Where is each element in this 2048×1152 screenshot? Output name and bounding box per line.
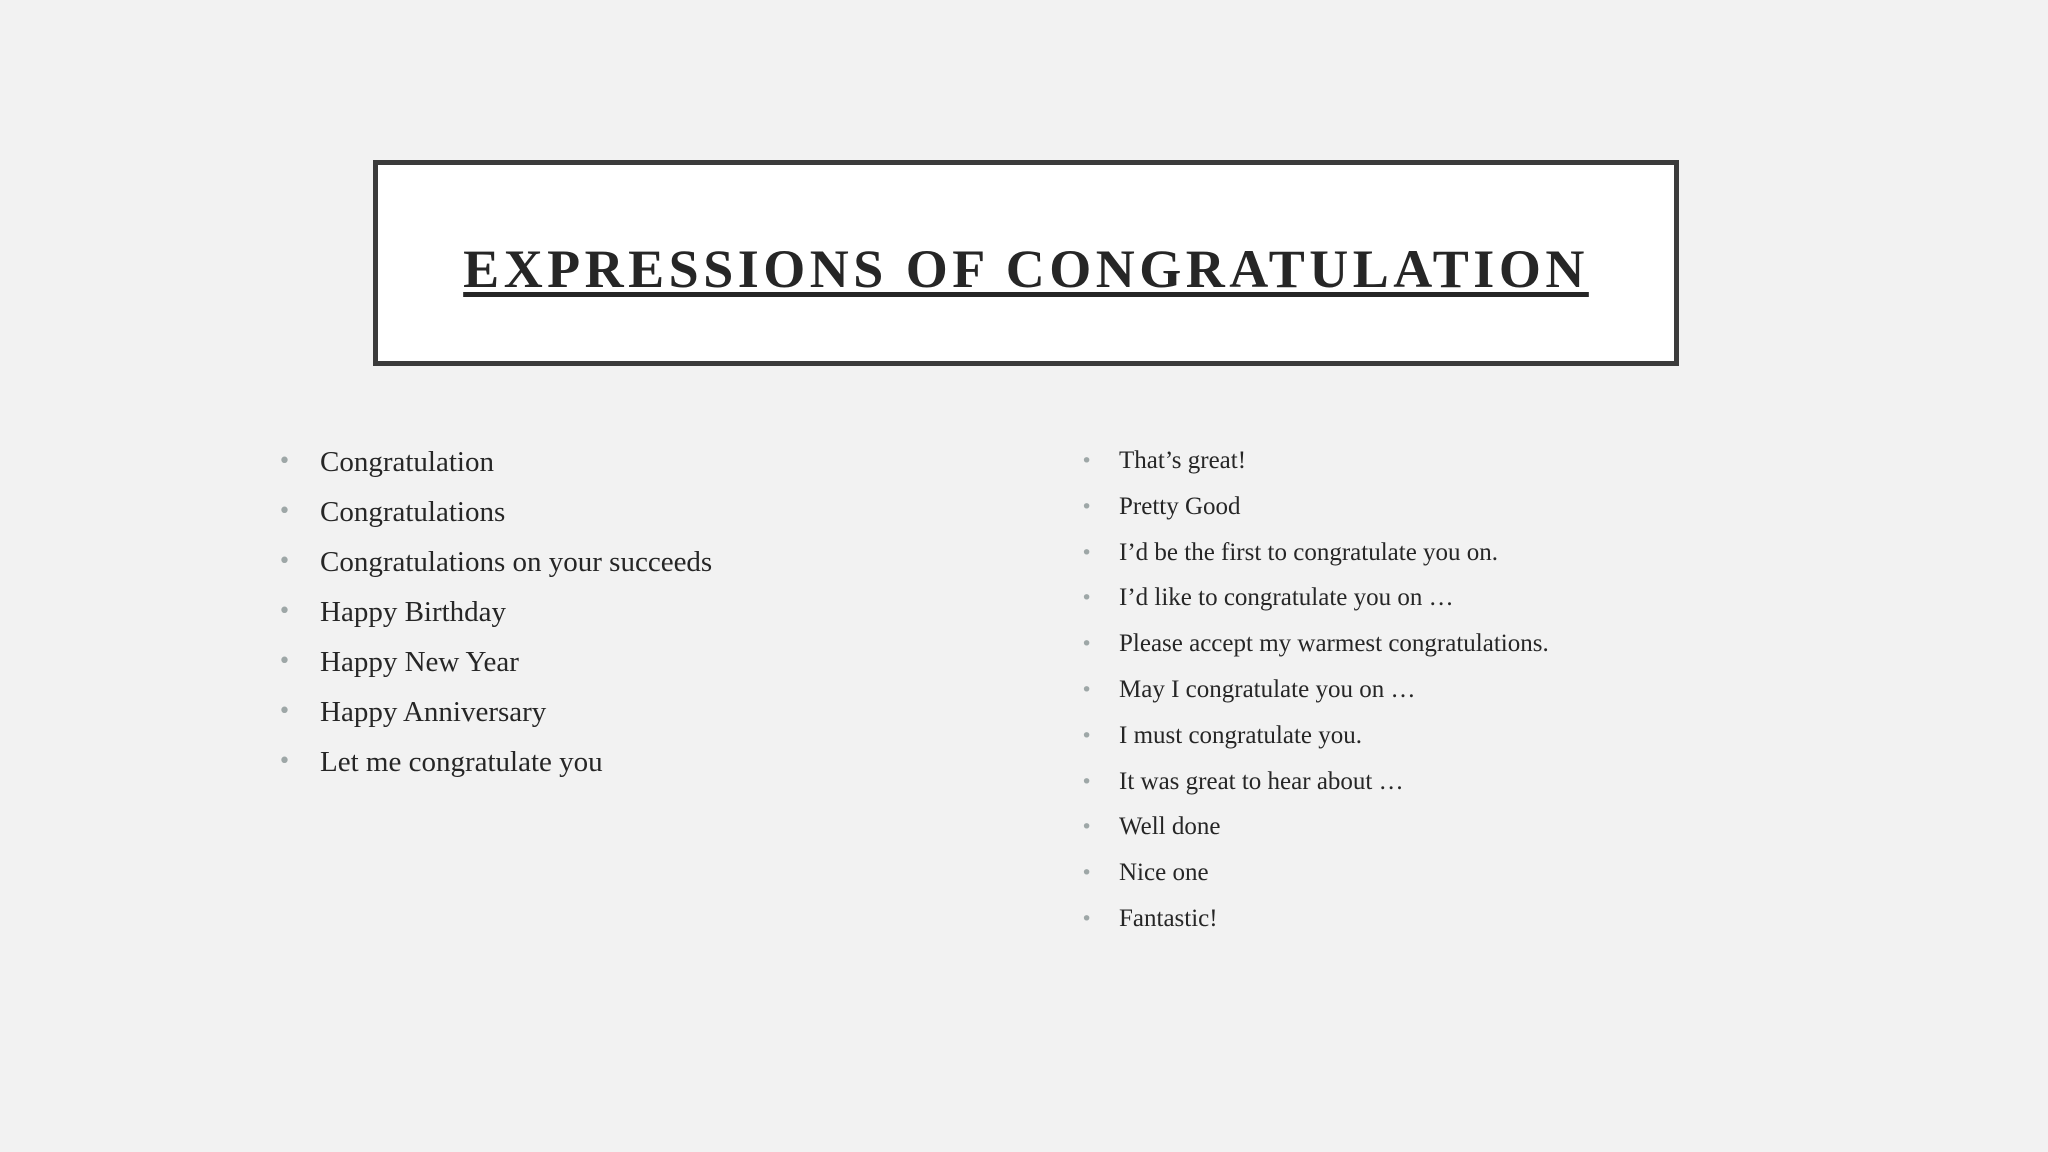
list-item-text: Pretty Good: [1119, 492, 1241, 520]
list-item: [1081, 810, 1549, 856]
bullet-icon: •: [1081, 587, 1093, 610]
bullet-icon: •: [278, 699, 291, 724]
bullet-icon: •: [278, 549, 291, 574]
list-item: [278, 642, 712, 692]
list-item-text: I’d be the first to congratulate you on.: [1119, 538, 1499, 566]
list-item-text: Let me congratulate you: [320, 746, 603, 778]
list-item: [278, 592, 712, 642]
list-item-text: Well done: [1119, 813, 1221, 841]
list-item: [1081, 765, 1549, 811]
list-item: [278, 442, 712, 492]
bullet-icon: •: [278, 449, 291, 474]
bullet-icon: •: [1081, 907, 1093, 930]
title-box: [373, 160, 1679, 366]
bullet-icon: •: [1081, 816, 1093, 839]
list-item: [278, 692, 712, 742]
list-item: [1081, 536, 1549, 582]
list-item: [278, 542, 713, 592]
bullet-icon: •: [1081, 495, 1093, 518]
list-item-text: Happy Birthday: [320, 596, 507, 628]
slide-title: EXPRESSIONS OF CONGRATULATION: [463, 239, 1589, 299]
list-item: [1081, 902, 1549, 948]
bullet-icon: •: [1081, 678, 1093, 701]
list-item-text: Nice one: [1119, 859, 1209, 887]
list-item-text: I must congratulate you.: [1119, 721, 1362, 749]
list-item: [1081, 856, 1549, 902]
right-bullet-list: [1081, 444, 1549, 948]
list-item-text: It was great to hear about …: [1119, 767, 1404, 795]
list-item: [278, 742, 712, 792]
list-item-text: May I congratulate you on …: [1119, 675, 1416, 703]
list-item: [278, 492, 712, 542]
list-item-text: That’s great!: [1119, 447, 1247, 474]
bullet-icon: •: [1081, 862, 1093, 885]
list-item-text: Please accept my warmest congratulations.: [1119, 630, 1549, 658]
bullet-icon: •: [278, 749, 291, 774]
bullet-icon: •: [1081, 450, 1093, 472]
bullet-icon: •: [1081, 633, 1093, 656]
list-item: [1081, 581, 1549, 627]
bullet-icon: •: [278, 649, 291, 674]
list-item-text: Congratulations on your succeeds: [320, 546, 713, 578]
bullet-icon: •: [1081, 724, 1093, 747]
list-item-text: Congratulations: [320, 496, 506, 528]
list-item: [1081, 490, 1549, 536]
bullet-icon: •: [278, 599, 291, 624]
list-item: [1081, 673, 1549, 719]
bullet-icon: •: [1081, 770, 1093, 793]
list-item: [1081, 444, 1549, 490]
bullet-icon: •: [1081, 541, 1093, 564]
list-item-text: I’d like to congratulate you on …: [1119, 584, 1454, 612]
left-bullet-list: [278, 442, 713, 792]
list-item-text: Happy Anniversary: [320, 696, 547, 728]
list-item: [1081, 719, 1549, 765]
bullet-icon: •: [278, 499, 291, 524]
list-item-text: Happy New Year: [320, 646, 519, 678]
list-item-text: Congratulation: [320, 446, 494, 478]
list-item: [1081, 627, 1549, 673]
list-item-text: Fantastic!: [1119, 904, 1218, 932]
